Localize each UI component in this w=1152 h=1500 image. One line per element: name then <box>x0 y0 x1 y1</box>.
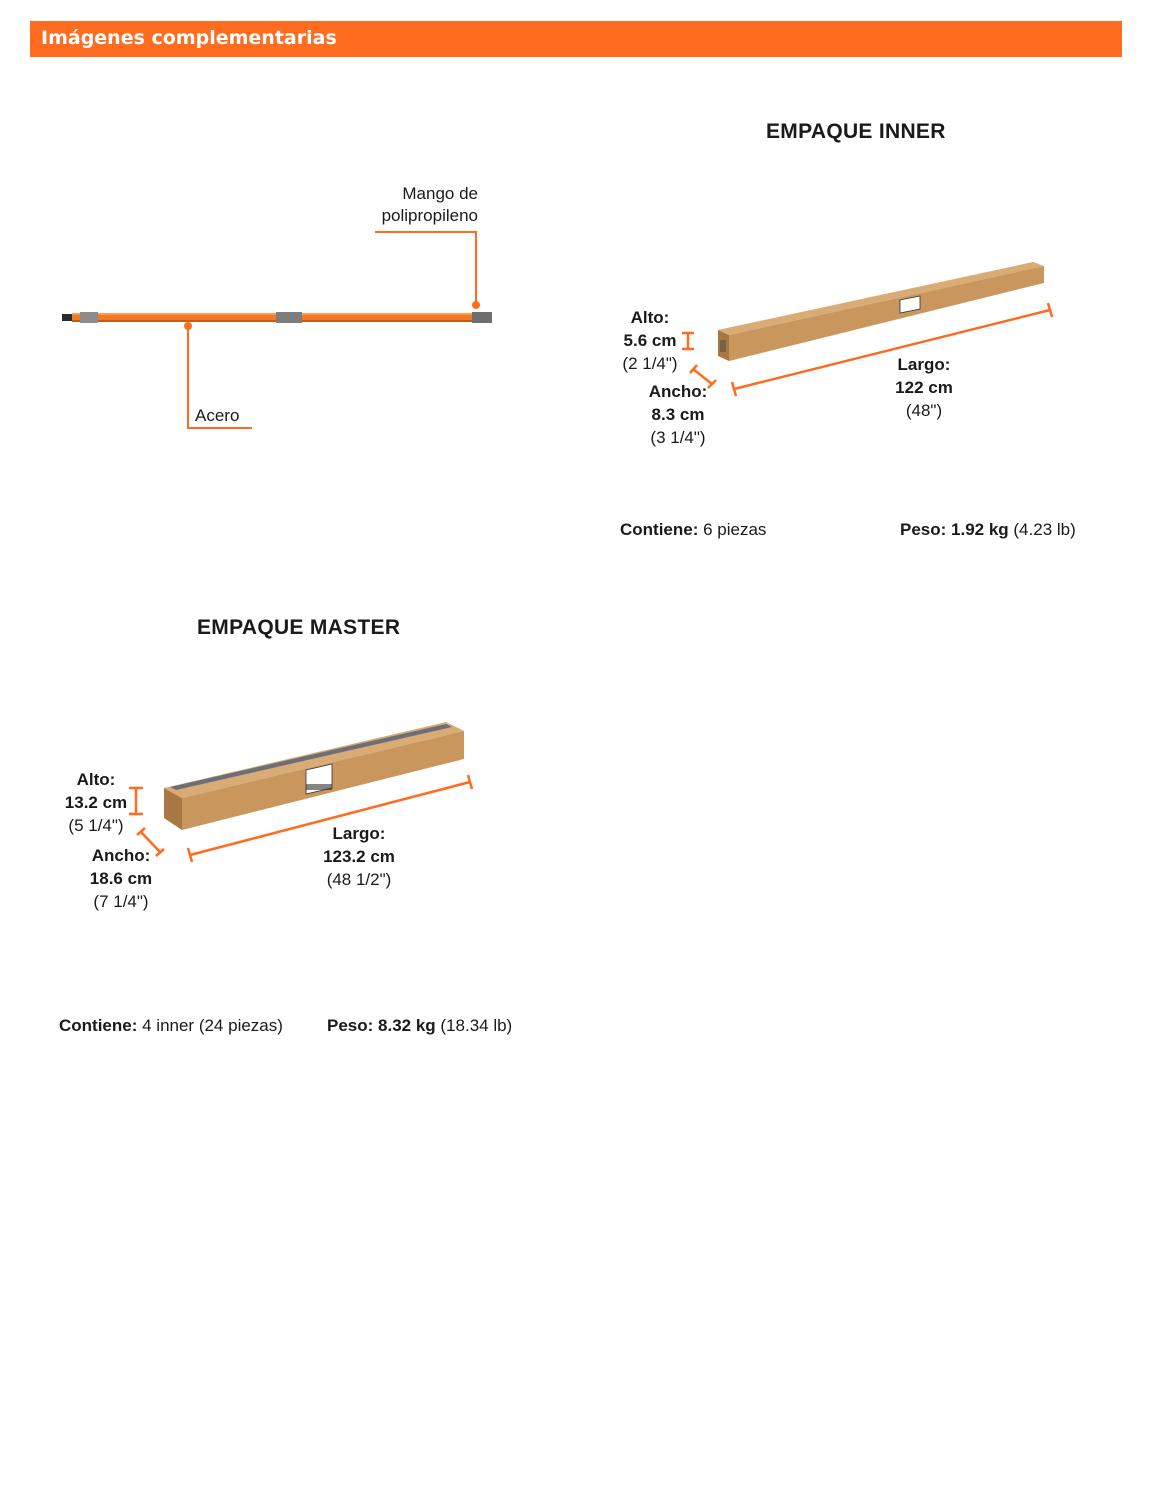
master-peso-label: Peso: <box>327 1016 374 1035</box>
inner-largo-imperial: (48") <box>905 401 943 420</box>
master-peso <box>327 1017 512 1034</box>
callout-handle-label: Mango de polipropileno <box>381 184 478 225</box>
inner-ancho <box>638 380 718 449</box>
inner-alto-label: Alto: <box>630 308 670 327</box>
inner-contiene-label: Contiene: <box>620 520 699 539</box>
inner-ancho-imperial: (3 1/4") <box>650 428 706 447</box>
inner-peso-label: Peso: <box>900 520 947 539</box>
master-peso-value-bold: 8.32 kg <box>373 1016 436 1035</box>
inner-alto-imperial: (2 1/4") <box>622 354 678 373</box>
inner-box-image <box>718 262 1044 361</box>
inner-peso <box>900 521 1076 538</box>
inner-peso-value: (4.23 lb) <box>1008 520 1076 539</box>
inner-ancho-metric: 8.3 cm <box>651 405 705 424</box>
extension-pole-image <box>62 312 492 323</box>
inner-contiene-value: 6 piezas <box>698 520 767 539</box>
inner-largo <box>884 353 964 422</box>
inner-largo-metric: 122 cm <box>895 378 953 397</box>
master-largo <box>314 822 404 891</box>
master-ancho-metric: 18.6 cm <box>89 869 153 888</box>
master-contiene <box>59 1017 283 1034</box>
inner-ancho-label: Ancho: <box>648 382 708 401</box>
master-largo-imperial: (48 1/2") <box>326 870 392 889</box>
master-peso-value: (18.34 lb) <box>435 1016 513 1035</box>
master-alto-imperial: (5 1/4") <box>68 816 124 835</box>
inner-contiene <box>620 521 766 538</box>
inner-section-title: EMPAQUE INNER <box>766 120 946 143</box>
master-box-image <box>164 722 464 830</box>
master-largo-metric: 123.2 cm <box>323 847 395 866</box>
inner-peso-value-bold: 1.92 kg <box>946 520 1009 539</box>
master-ancho-label: Ancho: <box>91 846 151 865</box>
callout-steel-label: Acero <box>195 406 240 425</box>
master-contiene-label: Contiene: <box>59 1016 138 1035</box>
master-contiene-value: 4 inner (24 piezas) <box>137 1016 283 1035</box>
master-ancho <box>80 844 162 913</box>
master-alto <box>58 768 134 837</box>
inner-alto <box>612 306 688 375</box>
inner-alto-metric: 5.6 cm <box>623 331 677 350</box>
master-alto-label: Alto: <box>76 770 116 789</box>
callout-handle-line <box>375 232 480 309</box>
master-alto-metric: 13.2 cm <box>64 793 128 812</box>
master-largo-label: Largo: <box>332 824 386 843</box>
master-section-title: EMPAQUE MASTER <box>197 616 401 639</box>
master-ancho-imperial: (7 1/4") <box>93 892 149 911</box>
section-header-title: Imágenes complementarias <box>41 27 337 49</box>
inner-largo-label: Largo: <box>897 355 951 374</box>
